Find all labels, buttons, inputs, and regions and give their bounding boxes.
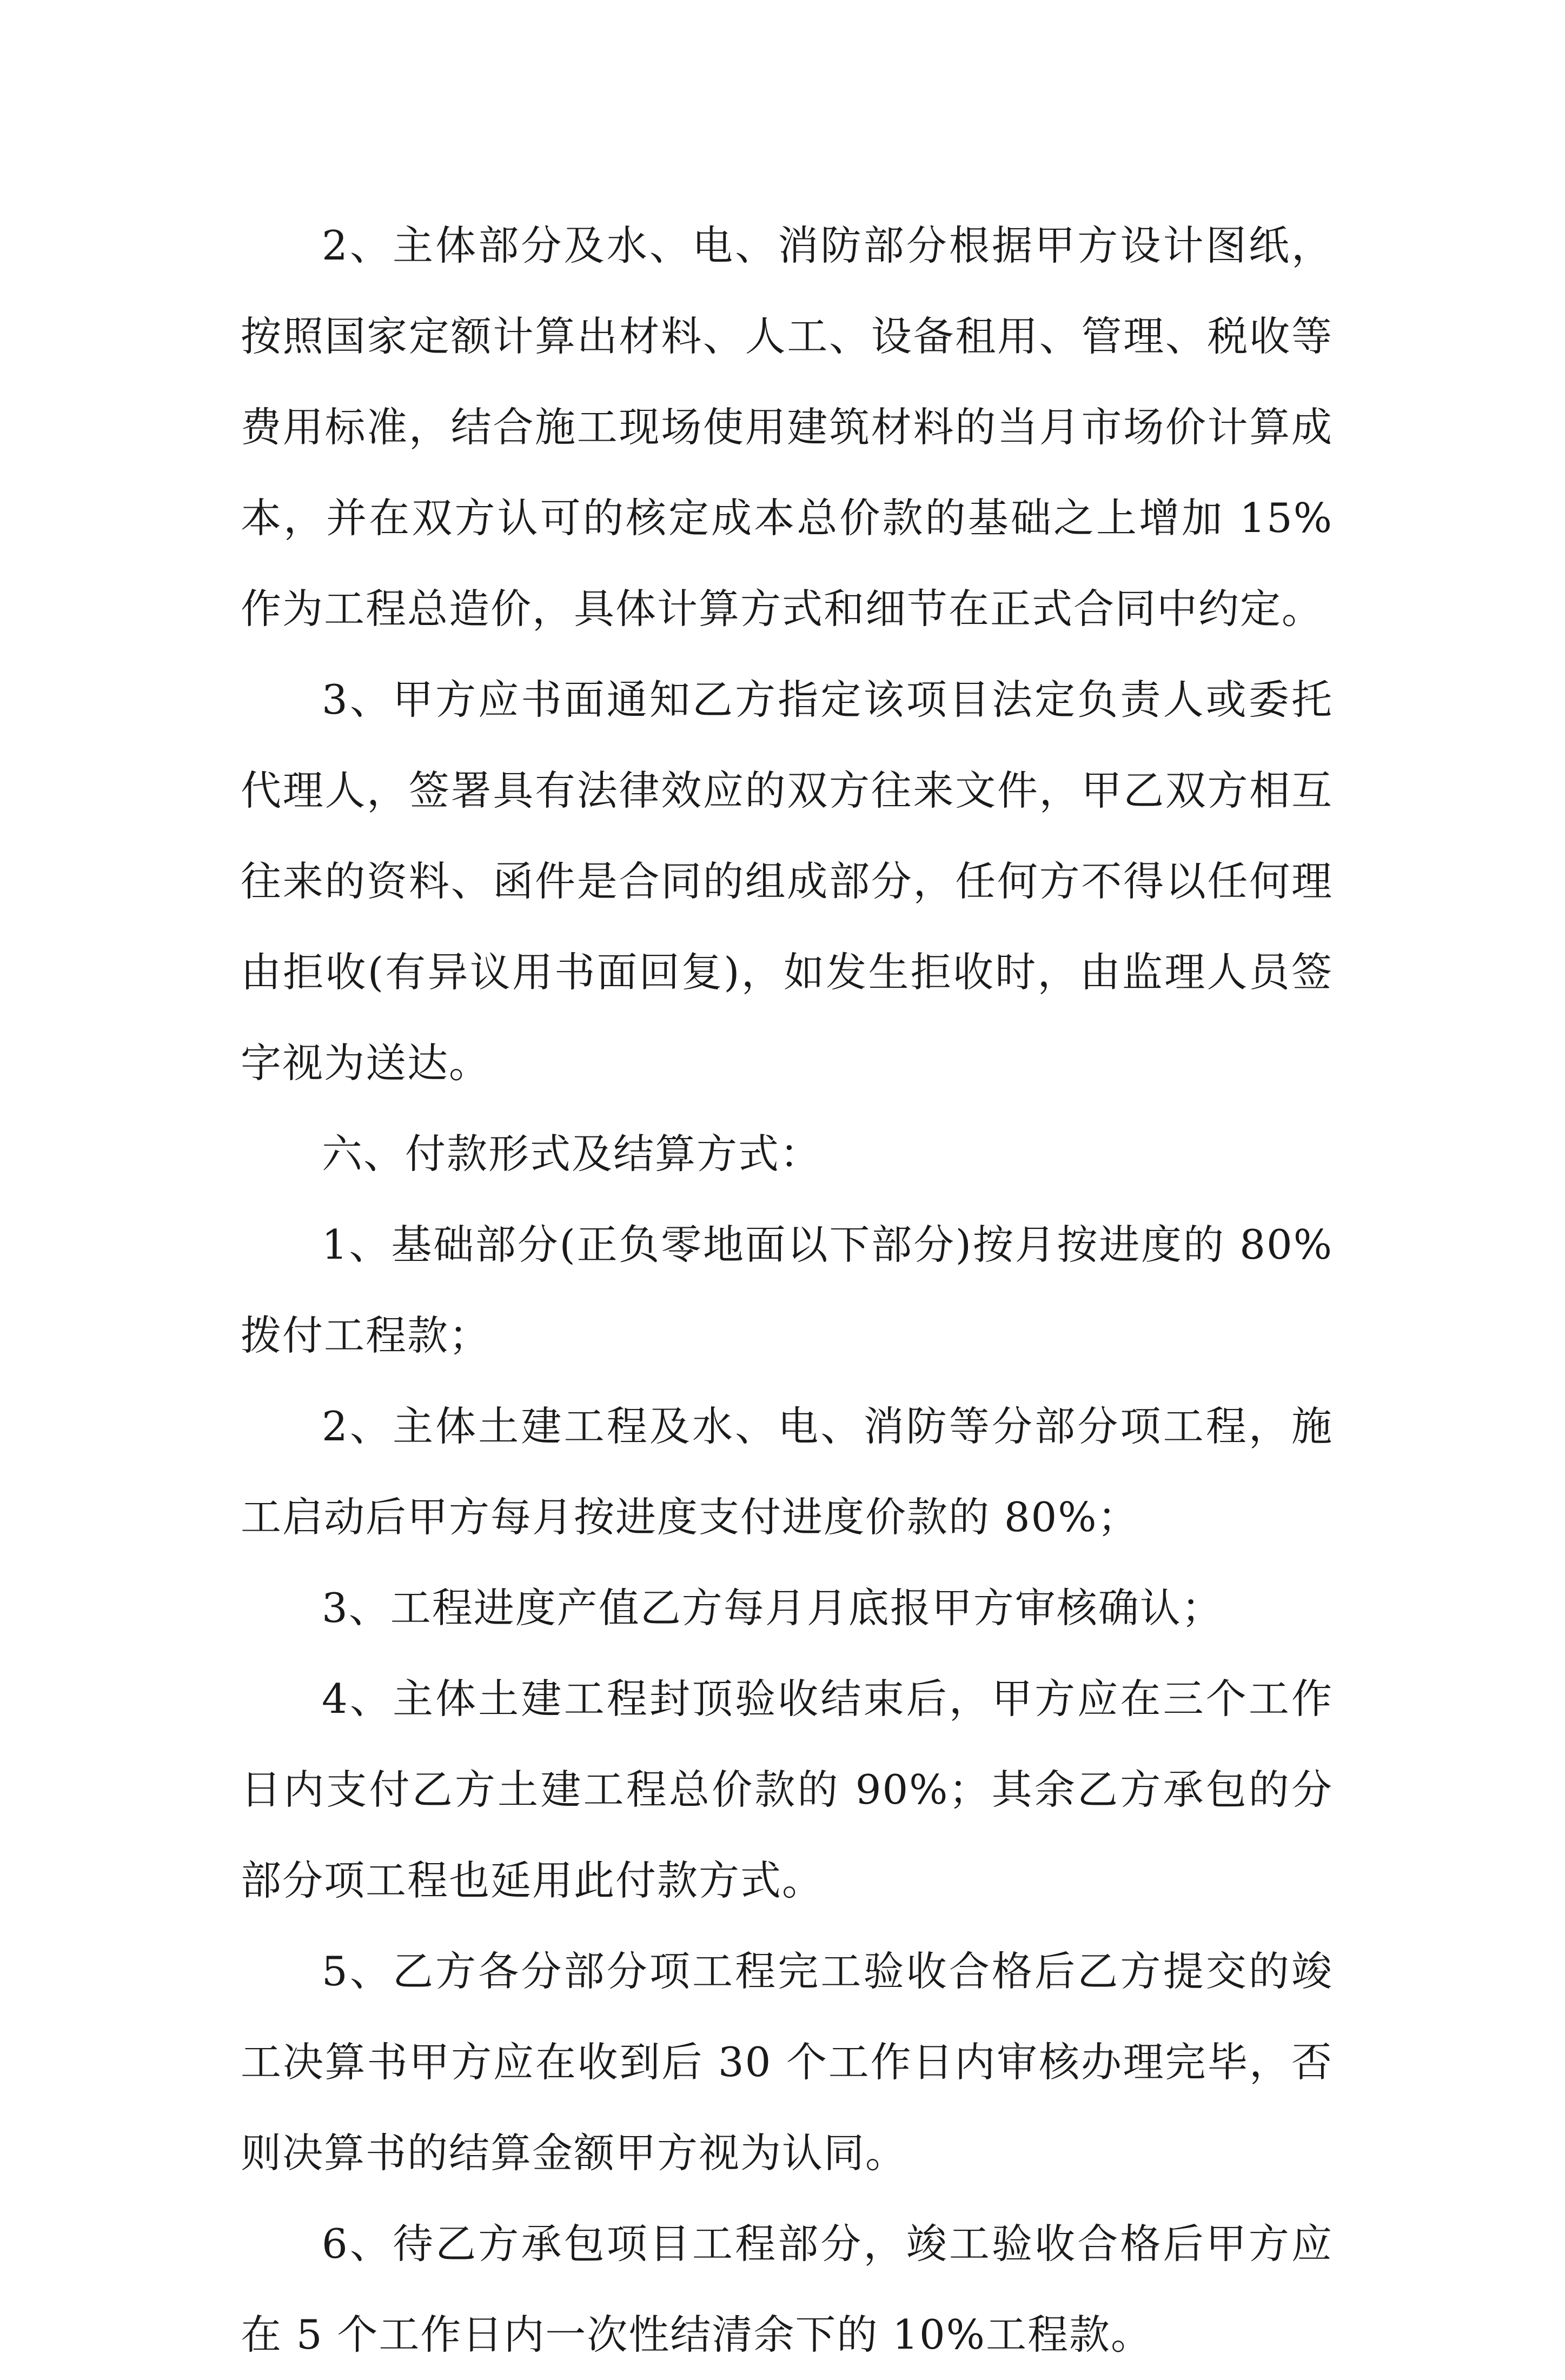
paragraph-clause-3-notice: 3、甲方应书面通知乙方指定该项目法定负责人或委托代理人，签署具有法律效应的双方往来文件，甲乙双方相互往来的资料、函件是合同的组成部分，任何方不得以任何理由拒收(有异议用书面回复)，如发生拒收时，由监理人员签字视为送达。 (241, 676, 1333, 1087)
paragraph-payment-3: 3、工程进度产值乙方每月月底报甲方审核确认； (322, 1584, 1223, 1632)
paragraph-payment-5: 5、乙方各分部分项工程完工验收合格后乙方提交的竣工决算书甲方应在收到后 30 个工作日内审核办理完毕，否则决算书的结算金额甲方视为认同。 (241, 1947, 1333, 2177)
paragraph-payment-2: 2、主体土建工程及水、电、消防等分部分项工程，施工启动后甲方每月按进度支付进度价款的 80%； (241, 1402, 1333, 1541)
paragraph-clause-2-cost: 2、主体部分及水、电、消防部分根据甲方设计图纸，按照国家定额计算出材料、人工、设备租用、管理、税收等费用标准，结合施工现场使用建筑材料的当月市场价计算成本，并在双方认可的核定成本总价款的基础之上增加 15%作为工程总造价，具体计算方式和细节在正式合同中约定。 (241, 222, 1333, 633)
paragraph-payment-6: 6、待乙方承包项目工程部分，竣工验收合格后甲方应在 5 个工作日内一次性结清余下的 10%工程款。 (241, 2220, 1333, 2358)
section-heading-payment: 六、付款形式及结算方式： (322, 1130, 822, 1178)
document-body (241, 200, 1333, 2380)
paragraph-payment-4: 4、主体土建工程封顶验收结束后，甲方应在三个工作日内支付乙方土建工程总价款的 90%；其余乙方承包的分部分项工程也延用此付款方式。 (241, 1675, 1333, 1904)
paragraph-payment-1: 1、基础部分(正负零地面以下部分)按月按进度的 80%拨付工程款； (241, 1221, 1333, 1359)
